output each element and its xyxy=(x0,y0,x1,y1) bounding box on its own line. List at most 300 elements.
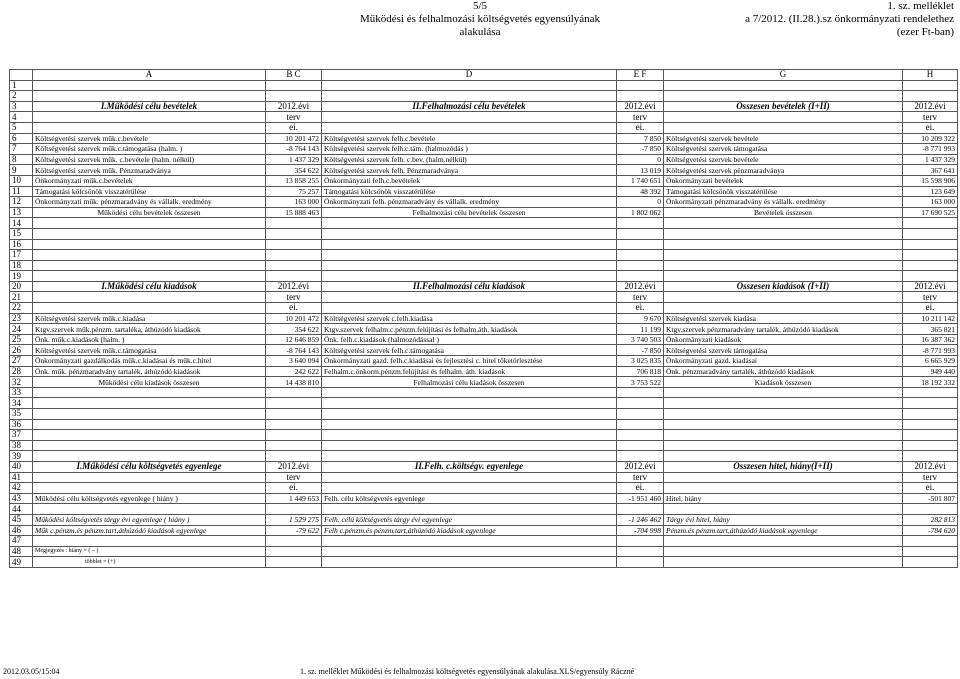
amount-cell[interactable]: 1 529 275 xyxy=(266,514,322,525)
amount-cell[interactable] xyxy=(903,239,958,250)
label-cell[interactable] xyxy=(33,271,266,282)
label-cell[interactable] xyxy=(33,483,266,494)
label-cell[interactable] xyxy=(33,292,266,303)
amount-cell[interactable]: 18 192 332 xyxy=(903,377,958,388)
amount-cell[interactable] xyxy=(617,250,664,261)
label-cell[interactable] xyxy=(33,440,266,451)
row-number[interactable]: 42 xyxy=(10,483,33,494)
label-cell[interactable] xyxy=(322,451,617,462)
amount-cell[interactable] xyxy=(903,430,958,441)
label-cell[interactable] xyxy=(664,91,903,102)
label-cell[interactable] xyxy=(322,504,617,515)
amount-cell[interactable] xyxy=(617,387,664,398)
label-cell[interactable]: Ktgv.szervek felhalm.c.pénzm.felújítási és felhalm.áth. kiadások xyxy=(322,324,617,335)
amount-cell[interactable]: 15 888 463 xyxy=(266,207,322,218)
amount-cell[interactable]: 15 598 906 xyxy=(903,175,958,186)
label-cell[interactable] xyxy=(322,91,617,102)
label-cell[interactable]: Költségvetési szervek kiadása xyxy=(664,313,903,324)
label-cell[interactable]: Önkormányzati bevételek xyxy=(664,175,903,186)
label-cell[interactable]: Hitel, hiány xyxy=(664,493,903,504)
label-cell[interactable]: Önk. felh.c.kiadások (halmozódással ) xyxy=(322,334,617,345)
label-cell[interactable]: Költségvetési szervek támogatása xyxy=(664,144,903,155)
amount-cell[interactable]: 48 392 xyxy=(617,186,664,197)
row-number[interactable]: 40 xyxy=(10,461,33,472)
amount-cell[interactable] xyxy=(617,557,664,568)
amount-cell[interactable] xyxy=(903,536,958,547)
label-cell[interactable]: Önk. műk. pénzmaradvány tartalék, áthúzódó kiadások xyxy=(33,366,266,377)
amount-cell[interactable]: 2012.évi xyxy=(266,281,322,292)
amount-cell[interactable]: 2012.évi xyxy=(903,281,958,292)
amount-cell[interactable] xyxy=(266,419,322,430)
row-number[interactable]: 34 xyxy=(10,398,33,409)
label-cell[interactable] xyxy=(664,112,903,123)
amount-cell[interactable] xyxy=(266,387,322,398)
label-cell[interactable]: Költségvetési szervek bevétele xyxy=(664,133,903,144)
amount-cell[interactable] xyxy=(266,557,322,568)
amount-cell[interactable] xyxy=(617,419,664,430)
label-cell[interactable] xyxy=(33,250,266,261)
amount-cell[interactable] xyxy=(903,91,958,102)
label-cell[interactable] xyxy=(664,80,903,91)
label-cell[interactable] xyxy=(664,239,903,250)
row-number[interactable]: 49 xyxy=(10,557,33,568)
amount-cell[interactable] xyxy=(266,218,322,229)
amount-cell[interactable]: -1 246 462 xyxy=(617,514,664,525)
row-number[interactable]: 20 xyxy=(10,281,33,292)
label-cell[interactable] xyxy=(664,504,903,515)
amount-cell[interactable]: 75 257 xyxy=(266,186,322,197)
label-cell[interactable]: Pénzm.és pénzm.tart,áthúzódó kiadások egyenlege xyxy=(664,525,903,536)
row-number[interactable]: 32 xyxy=(10,377,33,388)
amount-cell[interactable] xyxy=(617,504,664,515)
label-cell[interactable] xyxy=(33,451,266,462)
column-header-g[interactable]: G xyxy=(664,70,903,81)
row-number[interactable]: 17 xyxy=(10,250,33,261)
amount-cell[interactable] xyxy=(266,239,322,250)
label-cell[interactable] xyxy=(322,557,617,568)
amount-cell[interactable]: 2012.évi xyxy=(903,461,958,472)
label-cell[interactable]: Költségvetési szervek műk. Pénzmaradványa xyxy=(33,165,266,176)
amount-cell[interactable]: 2012.évi xyxy=(617,461,664,472)
amount-cell[interactable]: 354 622 xyxy=(266,165,322,176)
amount-cell[interactable]: 13 019 xyxy=(617,165,664,176)
amount-cell[interactable] xyxy=(266,430,322,441)
label-cell[interactable] xyxy=(322,303,617,314)
amount-cell[interactable]: -79 622 xyxy=(266,525,322,536)
amount-cell[interactable]: 3 740 503 xyxy=(617,334,664,345)
label-cell[interactable] xyxy=(664,260,903,271)
amount-cell[interactable]: 282 813 xyxy=(903,514,958,525)
amount-cell[interactable]: 1 802 062 xyxy=(617,207,664,218)
label-cell[interactable] xyxy=(664,483,903,494)
amount-cell[interactable] xyxy=(903,387,958,398)
label-cell[interactable] xyxy=(322,80,617,91)
label-cell[interactable] xyxy=(322,536,617,547)
amount-cell[interactable] xyxy=(266,536,322,547)
amount-cell[interactable]: 6 665 929 xyxy=(903,356,958,367)
label-cell[interactable]: Költségvetési szervek műk.c.támogatása (halm. ) xyxy=(33,144,266,155)
label-cell[interactable]: Felh. célu költségvetés egyenlege xyxy=(322,493,617,504)
label-cell[interactable] xyxy=(322,271,617,282)
label-cell[interactable] xyxy=(33,260,266,271)
label-cell[interactable]: Műk c.pénzm.és pénzm.tart,áthúzódó kiadások egyenlege xyxy=(33,525,266,536)
row-number[interactable]: 10 xyxy=(10,175,33,186)
label-cell[interactable]: Költségvetési szervek c.felh.kiadása xyxy=(322,313,617,324)
amount-cell[interactable]: 1 437 329 xyxy=(266,154,322,165)
amount-cell[interactable]: terv xyxy=(617,292,664,303)
label-cell[interactable] xyxy=(664,387,903,398)
label-cell[interactable]: Költségvetési szervek felh.c.tám. (halmozódás ) xyxy=(322,144,617,155)
row-number[interactable]: 48 xyxy=(10,546,33,557)
amount-cell[interactable] xyxy=(266,440,322,451)
label-cell[interactable] xyxy=(322,250,617,261)
label-cell[interactable]: Támogatási kölcsönök visszatérülése xyxy=(322,186,617,197)
row-number[interactable]: 6 xyxy=(10,133,33,144)
amount-cell[interactable]: -8 771 993 xyxy=(903,144,958,155)
amount-cell[interactable] xyxy=(903,440,958,451)
label-cell[interactable]: Költségvetési szervek felh. c.bev. (halm.nélkül) xyxy=(322,154,617,165)
amount-cell[interactable] xyxy=(903,546,958,557)
label-cell[interactable]: Önkormányzati pénzmaradvány és vállalk. eredmény xyxy=(664,197,903,208)
amount-cell[interactable]: 13 858 255 xyxy=(266,175,322,186)
label-cell[interactable]: Ktgv.szervek pénzmaradvány tartalék, áthúzódó kiadások xyxy=(664,324,903,335)
column-header-d[interactable]: D xyxy=(322,70,617,81)
amount-cell[interactable] xyxy=(266,271,322,282)
amount-cell[interactable] xyxy=(617,430,664,441)
amount-cell[interactable]: ei. xyxy=(266,122,322,133)
label-cell[interactable] xyxy=(33,504,266,515)
amount-cell[interactable]: terv xyxy=(266,472,322,483)
amount-cell[interactable]: terv xyxy=(617,112,664,123)
row-number[interactable]: 27 xyxy=(10,356,33,367)
amount-cell[interactable] xyxy=(266,91,322,102)
label-cell[interactable] xyxy=(322,218,617,229)
amount-cell[interactable] xyxy=(617,536,664,547)
amount-cell[interactable] xyxy=(903,409,958,420)
amount-cell[interactable]: 9 670 xyxy=(617,313,664,324)
label-cell[interactable] xyxy=(664,472,903,483)
amount-cell[interactable]: ei. xyxy=(266,303,322,314)
amount-cell[interactable]: -8 764 143 xyxy=(266,345,322,356)
label-cell[interactable]: Felhalm.c.önkorm.pénzm.felújítási és felhalm. áth. kiadások xyxy=(322,366,617,377)
row-number[interactable]: 3 xyxy=(10,101,33,112)
amount-cell[interactable]: 10 211 142 xyxy=(903,313,958,324)
label-cell[interactable]: I.Működési célu költségvetés egyenlege xyxy=(33,461,266,472)
amount-cell[interactable] xyxy=(617,228,664,239)
row-number[interactable]: 16 xyxy=(10,239,33,250)
label-cell[interactable] xyxy=(664,557,903,568)
row-number[interactable]: 15 xyxy=(10,228,33,239)
label-cell[interactable] xyxy=(33,112,266,123)
label-cell[interactable]: Önkormányzati gazd. kiadásai xyxy=(664,356,903,367)
label-cell[interactable] xyxy=(33,398,266,409)
amount-cell[interactable]: 2012.évi xyxy=(617,281,664,292)
label-cell[interactable]: Költségvetési szervek műk.c.támogatása xyxy=(33,345,266,356)
label-cell[interactable]: Önkormányzati műk.c.bevételek xyxy=(33,175,266,186)
label-cell[interactable] xyxy=(664,430,903,441)
amount-cell[interactable]: 1 449 653 xyxy=(266,493,322,504)
amount-cell[interactable]: terv xyxy=(266,292,322,303)
amount-cell[interactable] xyxy=(617,440,664,451)
label-cell[interactable] xyxy=(322,483,617,494)
amount-cell[interactable]: -1 951 460 xyxy=(617,493,664,504)
row-number[interactable]: 35 xyxy=(10,409,33,420)
label-cell[interactable]: Felhalmozási célu bevételek összesen xyxy=(322,207,617,218)
label-cell[interactable]: Önkormányzati kiadások xyxy=(664,334,903,345)
amount-cell[interactable] xyxy=(617,271,664,282)
amount-cell[interactable] xyxy=(903,398,958,409)
amount-cell[interactable]: 3 753 522 xyxy=(617,377,664,388)
label-cell[interactable]: Önkormányzati gazdálkodás műk.c.kiadásai és műk.c.hitel xyxy=(33,356,266,367)
amount-cell[interactable]: 123 649 xyxy=(903,186,958,197)
amount-cell[interactable] xyxy=(617,409,664,420)
label-cell[interactable]: II.Felh. c.költségv. egyenlege xyxy=(322,461,617,472)
label-cell[interactable]: Önk. műk.c.kiadások (halm. ) xyxy=(33,334,266,345)
amount-cell[interactable]: -704 998 xyxy=(617,525,664,536)
amount-cell[interactable] xyxy=(266,250,322,261)
amount-cell[interactable]: -8 764 143 xyxy=(266,144,322,155)
amount-cell[interactable] xyxy=(903,419,958,430)
amount-cell[interactable]: 949 440 xyxy=(903,366,958,377)
label-cell[interactable]: I.Működési célu kiadások xyxy=(33,281,266,292)
amount-cell[interactable]: 2012.évi xyxy=(617,101,664,112)
label-cell[interactable] xyxy=(322,122,617,133)
label-cell[interactable] xyxy=(322,112,617,123)
label-cell[interactable]: Költségvetési szervek műk. c.bevétele (halm. nélkül) xyxy=(33,154,266,165)
label-cell[interactable] xyxy=(664,122,903,133)
label-cell[interactable]: Működési célu kiadások összesen xyxy=(33,377,266,388)
row-number[interactable]: 18 xyxy=(10,260,33,271)
amount-cell[interactable]: 10 209 322 xyxy=(903,133,958,144)
amount-cell[interactable]: ei. xyxy=(617,303,664,314)
amount-cell[interactable]: 242 622 xyxy=(266,366,322,377)
label-cell[interactable]: Költségvetési szervek felh.c.támogatása xyxy=(322,345,617,356)
row-number[interactable]: 45 xyxy=(10,514,33,525)
label-cell[interactable] xyxy=(33,91,266,102)
amount-cell[interactable] xyxy=(903,260,958,271)
label-cell[interactable] xyxy=(664,271,903,282)
label-cell[interactable]: Költségvetési szervek pénzmaradványa xyxy=(664,165,903,176)
column-header-e[interactable]: E F xyxy=(617,70,664,81)
label-cell[interactable]: II.Felhalmozási célu kiadások xyxy=(322,281,617,292)
row-number[interactable]: 46 xyxy=(10,525,33,536)
amount-cell[interactable]: terv xyxy=(903,472,958,483)
label-cell[interactable] xyxy=(322,292,617,303)
amount-cell[interactable] xyxy=(903,271,958,282)
label-cell[interactable] xyxy=(322,419,617,430)
amount-cell[interactable] xyxy=(266,451,322,462)
label-cell[interactable]: többlet = (+) xyxy=(33,557,266,568)
amount-cell[interactable] xyxy=(266,260,322,271)
row-number[interactable]: 22 xyxy=(10,303,33,314)
amount-cell[interactable]: ei. xyxy=(617,122,664,133)
label-cell[interactable] xyxy=(664,228,903,239)
label-cell[interactable]: Önkormányzati gazd. felh.c.kiadásai és fejlesztési c. hitel tőketörlesztése xyxy=(322,356,617,367)
label-cell[interactable] xyxy=(322,228,617,239)
label-cell[interactable]: Kiadások összesen xyxy=(664,377,903,388)
amount-cell[interactable]: 365 821 xyxy=(903,324,958,335)
amount-cell[interactable] xyxy=(617,451,664,462)
label-cell[interactable]: Költségvetési szervek támogatása xyxy=(664,345,903,356)
label-cell[interactable] xyxy=(33,419,266,430)
label-cell[interactable]: Felhalmozási célu kiadások összesen xyxy=(322,377,617,388)
row-number[interactable]: 44 xyxy=(10,504,33,515)
label-cell[interactable]: Megjegyzés : hiány = ( – ) xyxy=(33,546,266,557)
amount-cell[interactable]: -501 807 xyxy=(903,493,958,504)
amount-cell[interactable]: 17 690 525 xyxy=(903,207,958,218)
amount-cell[interactable] xyxy=(266,80,322,91)
label-cell[interactable]: Bevételek összesen xyxy=(664,207,903,218)
label-cell[interactable]: Felh. célú költségvetés tárgy évi egyenlege xyxy=(322,514,617,525)
label-cell[interactable]: Támogatási kölcsönök visszatérülése xyxy=(33,186,266,197)
label-cell[interactable] xyxy=(322,387,617,398)
amount-cell[interactable] xyxy=(903,250,958,261)
amount-cell[interactable] xyxy=(617,398,664,409)
column-header-a[interactable]: A xyxy=(33,70,266,81)
amount-cell[interactable]: 14 438 810 xyxy=(266,377,322,388)
label-cell[interactable] xyxy=(322,440,617,451)
amount-cell[interactable] xyxy=(617,91,664,102)
row-number[interactable]: 25 xyxy=(10,334,33,345)
amount-cell[interactable]: 10 201 472 xyxy=(266,133,322,144)
row-number[interactable]: 43 xyxy=(10,493,33,504)
row-number[interactable]: 36 xyxy=(10,419,33,430)
label-cell[interactable] xyxy=(33,409,266,420)
row-number[interactable]: 1 xyxy=(10,80,33,91)
label-cell[interactable] xyxy=(664,409,903,420)
amount-cell[interactable]: terv xyxy=(903,112,958,123)
amount-cell[interactable]: 1 437 329 xyxy=(903,154,958,165)
amount-cell[interactable] xyxy=(266,409,322,420)
label-cell[interactable]: Összesen bevételek (I+II) xyxy=(664,101,903,112)
label-cell[interactable] xyxy=(33,122,266,133)
row-number[interactable]: 41 xyxy=(10,472,33,483)
row-number[interactable]: 28 xyxy=(10,366,33,377)
label-cell[interactable]: Önkormányzati műk. pénzmaradvány és vállalk. eredmény xyxy=(33,197,266,208)
amount-cell[interactable] xyxy=(617,239,664,250)
amount-cell[interactable] xyxy=(617,218,664,229)
amount-cell[interactable] xyxy=(617,546,664,557)
label-cell[interactable] xyxy=(322,239,617,250)
label-cell[interactable]: Működési célu költségvetés egyenlege ( hiány ) xyxy=(33,493,266,504)
label-cell[interactable]: Támogatási kölcsönök visszatérülése xyxy=(664,186,903,197)
label-cell[interactable]: Összesen kiadások (I+II) xyxy=(664,281,903,292)
label-cell[interactable]: Önk. pénzmaradvány tartalék, áthúzódó kiadások xyxy=(664,366,903,377)
row-number[interactable]: 39 xyxy=(10,451,33,462)
label-cell[interactable] xyxy=(33,80,266,91)
label-cell[interactable] xyxy=(322,546,617,557)
amount-cell[interactable]: 0 xyxy=(617,197,664,208)
row-number[interactable]: 7 xyxy=(10,144,33,155)
amount-cell[interactable]: ei. xyxy=(903,122,958,133)
label-cell[interactable]: Költségvetési szervek felh. Pénzmaradványa xyxy=(322,165,617,176)
label-cell[interactable]: Költségvetési szervek műk.c.bevétele xyxy=(33,133,266,144)
row-number[interactable]: 23 xyxy=(10,313,33,324)
amount-cell[interactable]: ei. xyxy=(266,483,322,494)
row-number[interactable]: 9 xyxy=(10,165,33,176)
label-cell[interactable] xyxy=(664,440,903,451)
amount-cell[interactable]: 163 000 xyxy=(266,197,322,208)
label-cell[interactable] xyxy=(33,239,266,250)
amount-cell[interactable]: ei. xyxy=(903,303,958,314)
amount-cell[interactable] xyxy=(903,218,958,229)
label-cell[interactable]: Önkormányzati felh.c.bevételek xyxy=(322,175,617,186)
amount-cell[interactable]: 163 000 xyxy=(903,197,958,208)
label-cell[interactable]: I.Működési célu bevételek xyxy=(33,101,266,112)
label-cell[interactable] xyxy=(33,536,266,547)
row-number[interactable]: 24 xyxy=(10,324,33,335)
row-number[interactable]: 26 xyxy=(10,345,33,356)
row-number[interactable]: 2 xyxy=(10,91,33,102)
amount-cell[interactable]: 706 818 xyxy=(617,366,664,377)
label-cell[interactable] xyxy=(322,260,617,271)
amount-cell[interactable] xyxy=(903,504,958,515)
label-cell[interactable] xyxy=(664,536,903,547)
label-cell[interactable]: Költségvetési szervek felh.c.bevétele xyxy=(322,133,617,144)
amount-cell[interactable]: 3 025 835 xyxy=(617,356,664,367)
row-number[interactable]: 38 xyxy=(10,440,33,451)
label-cell[interactable] xyxy=(33,430,266,441)
amount-cell[interactable]: -7 850 xyxy=(617,144,664,155)
row-number[interactable]: 14 xyxy=(10,218,33,229)
amount-cell[interactable] xyxy=(617,260,664,271)
amount-cell[interactable] xyxy=(903,228,958,239)
label-cell[interactable]: Tárgy évi hitel, hiány xyxy=(664,514,903,525)
row-number[interactable]: 47 xyxy=(10,536,33,547)
label-cell[interactable] xyxy=(322,430,617,441)
amount-cell[interactable]: 2012.évi xyxy=(266,101,322,112)
label-cell[interactable]: Felh c.pénzm.és pénzm.tart,áthúzódó kiadások egyenlege xyxy=(322,525,617,536)
amount-cell[interactable]: -784 620 xyxy=(903,525,958,536)
label-cell[interactable] xyxy=(322,409,617,420)
amount-cell[interactable]: 7 850 xyxy=(617,133,664,144)
amount-cell[interactable]: terv xyxy=(266,112,322,123)
row-number[interactable]: 11 xyxy=(10,186,33,197)
label-cell[interactable] xyxy=(664,546,903,557)
label-cell[interactable]: Költségvetési szervek bevétele xyxy=(664,154,903,165)
label-cell[interactable] xyxy=(664,303,903,314)
row-number[interactable]: 13 xyxy=(10,207,33,218)
label-cell[interactable] xyxy=(33,218,266,229)
label-cell[interactable] xyxy=(33,228,266,239)
label-cell[interactable]: Működési költségvetés tárgy évi egyenlege ( hiány ) xyxy=(33,514,266,525)
label-cell[interactable] xyxy=(664,398,903,409)
amount-cell[interactable]: 2012.évi xyxy=(266,461,322,472)
row-number[interactable]: 37 xyxy=(10,430,33,441)
label-cell[interactable]: Ktgv.szervek műk.pénzm. tartaléka, áthúzódó kiadások xyxy=(33,324,266,335)
label-cell[interactable]: Költségvetési szervek műk.c.kiadása xyxy=(33,313,266,324)
label-cell[interactable] xyxy=(664,451,903,462)
row-number[interactable]: 19 xyxy=(10,271,33,282)
label-cell[interactable] xyxy=(664,419,903,430)
row-number[interactable]: 33 xyxy=(10,387,33,398)
amount-cell[interactable]: 11 199 xyxy=(617,324,664,335)
amount-cell[interactable]: 354 622 xyxy=(266,324,322,335)
amount-cell[interactable] xyxy=(617,80,664,91)
row-number[interactable]: 5 xyxy=(10,122,33,133)
amount-cell[interactable] xyxy=(266,398,322,409)
amount-cell[interactable]: 10 201 472 xyxy=(266,313,322,324)
amount-cell[interactable]: 0 xyxy=(617,154,664,165)
amount-cell[interactable]: 2012.évi xyxy=(903,101,958,112)
amount-cell[interactable]: ei. xyxy=(617,483,664,494)
label-cell[interactable] xyxy=(664,292,903,303)
row-number[interactable]: 8 xyxy=(10,154,33,165)
amount-cell[interactable]: terv xyxy=(617,472,664,483)
row-number[interactable]: 12 xyxy=(10,197,33,208)
label-cell[interactable] xyxy=(33,472,266,483)
amount-cell[interactable]: -8 771 993 xyxy=(903,345,958,356)
